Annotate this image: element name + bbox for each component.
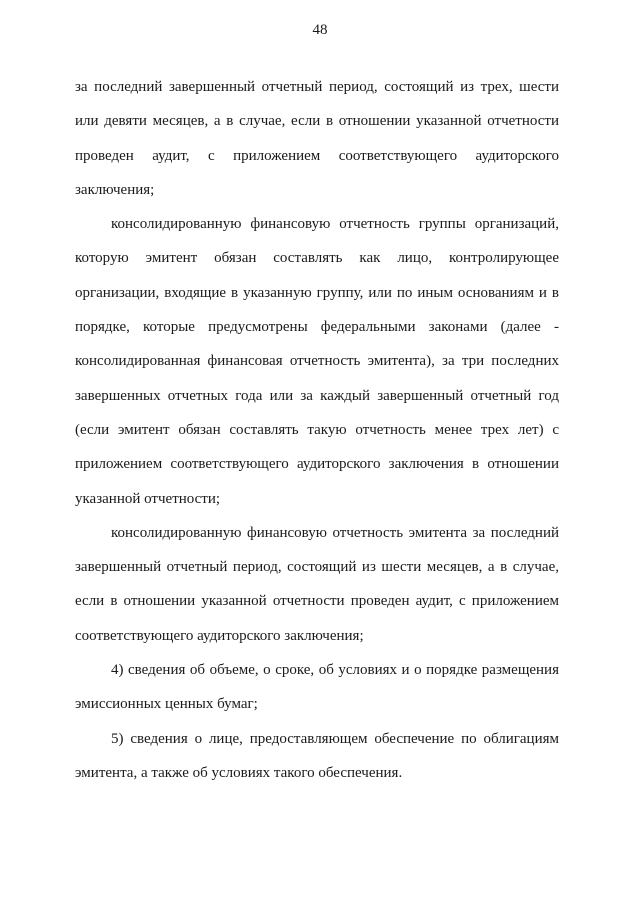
document-body [75, 70, 559, 790]
paragraph-continuation: за последний завершенный отчетный период, состоящий из трех, шести или девяти месяцев, а в случае, если в отношении указанной отчетности проведен аудит, с приложением соответствующего аудиторского заключения; [75, 79, 559, 198]
paragraph-item-4: 4) сведения об объеме, о сроке, об условиях и о порядке размещения эмиссионных ценных бумаг; [75, 662, 559, 713]
paragraph-consolidated-group-reporting: консолидированную финансовую отчетность группы организаций, которую эмитент обязан составлять как лицо, контролирующее организации, входящие в указанную группу, или по иным основаниям и в порядке, которые предусмотрены федеральными законами (далее - консолидированная финансовая отчетность эмитента), за три последних завершенных отчетных года или за каждый завершенный отчетный год (если эмитент обязан составлять такую отчетность менее трех лет) с приложением соответствующего аудиторского заключения в отношении указанной отчетности; [75, 216, 559, 507]
paragraph-item-5: 5) сведения о лице, предоставляющем обеспечение по облигациям эмитента, а также об условиях такого обеспечения. [75, 730, 559, 781]
page-number: 48 [312, 22, 328, 38]
paragraph-consolidated-interim-reporting: консолидированную финансовую отчетность эмитента за последний завершенный отчетный период, состоящий из шести месяцев, а в случае, если в отношении указанной отчетности проведен аудит, с приложением соответствующего аудиторского заключения; [75, 524, 559, 644]
